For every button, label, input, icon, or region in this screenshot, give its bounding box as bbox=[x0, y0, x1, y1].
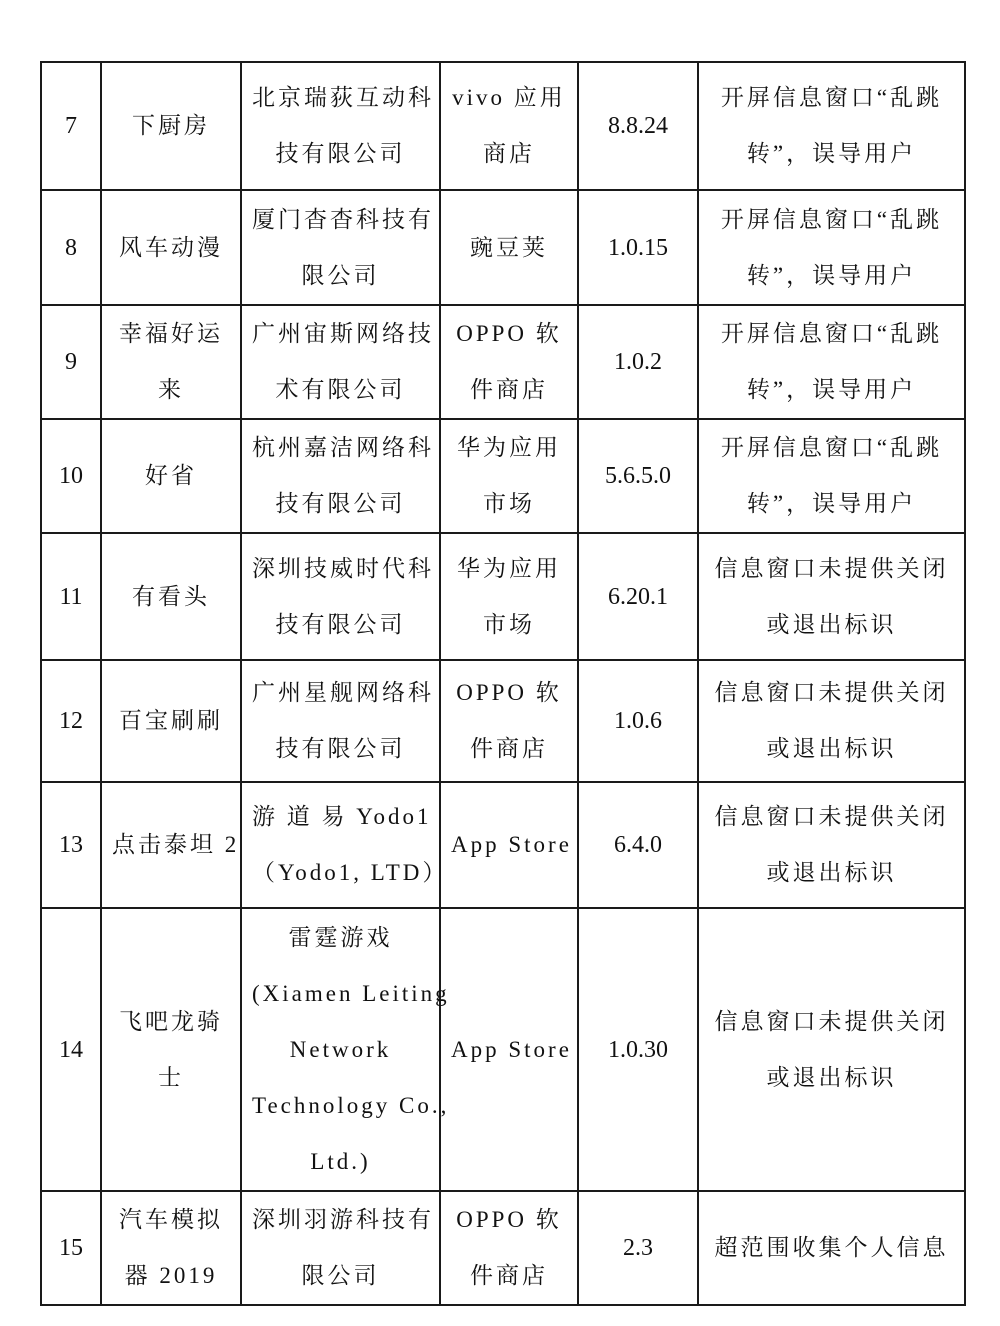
cell-app-name-line: 器 2019 bbox=[124, 1263, 218, 1288]
cell-issue-line: 信息窗口未提供关闭 bbox=[714, 804, 949, 829]
cell-number: 8 bbox=[41, 190, 101, 305]
cell-version: 1.0.2 bbox=[578, 305, 698, 419]
cell-developer bbox=[241, 305, 440, 419]
cell-developer-line: Technology Co., bbox=[252, 1092, 450, 1118]
cell-developer bbox=[241, 908, 450, 1191]
cell-issue-line: 或退出标识 bbox=[766, 611, 897, 637]
cell-developer-line: 深圳技威时代科 bbox=[252, 555, 434, 581]
cell-issue-line: 超范围收集个人信息 bbox=[714, 1235, 949, 1260]
cell-app-store bbox=[440, 782, 578, 908]
cell-app-store-line: 市场 bbox=[483, 611, 535, 637]
table-row bbox=[41, 419, 965, 533]
cell-number: 9 bbox=[41, 305, 101, 419]
cell-issue bbox=[698, 660, 965, 782]
table-body bbox=[41, 62, 965, 1305]
table-row bbox=[41, 782, 965, 908]
cell-version: 1.0.15 bbox=[578, 190, 698, 305]
cell-app-store bbox=[440, 660, 578, 782]
cell-issue bbox=[698, 533, 965, 660]
cell-app-name bbox=[101, 533, 241, 660]
cell-issue-line: 或退出标识 bbox=[766, 860, 897, 885]
cell-app-store bbox=[440, 419, 578, 533]
cell-app-name bbox=[101, 62, 241, 190]
cell-developer-line: Ltd.) bbox=[310, 1148, 371, 1174]
cell-app-store-line: App Store bbox=[451, 832, 572, 857]
cell-version: 1.0.6 bbox=[578, 660, 698, 782]
cell-version: 1.0.30 bbox=[578, 908, 698, 1191]
cell-app-store bbox=[440, 1191, 578, 1305]
cell-app-name bbox=[101, 782, 241, 908]
cell-app-store bbox=[440, 305, 578, 419]
cell-app-store-line: 商店 bbox=[483, 141, 535, 166]
cell-issue-line: 信息窗口未提供关闭 bbox=[714, 555, 949, 581]
cell-app-name bbox=[101, 305, 241, 419]
cell-app-store-line: OPPO 软 bbox=[456, 1207, 562, 1232]
cell-issue-line: 转”，误导用户 bbox=[746, 491, 917, 516]
cell-developer bbox=[241, 782, 449, 908]
cell-version: 5.6.5.0 bbox=[578, 419, 698, 533]
cell-issue-line: 或退出标识 bbox=[766, 736, 897, 761]
cell-developer-line: Network bbox=[289, 1036, 392, 1062]
cell-developer-line: 限公司 bbox=[301, 1263, 380, 1288]
cell-app-store bbox=[440, 533, 578, 660]
cell-app-store-line: App Store bbox=[451, 1036, 572, 1062]
cell-app-name-line: 百宝刷刷 bbox=[119, 708, 223, 733]
cell-developer-line: 技有限公司 bbox=[275, 736, 406, 761]
app-violation-table bbox=[40, 61, 966, 1306]
cell-app-store-line: 件商店 bbox=[470, 1263, 548, 1288]
table-row bbox=[41, 908, 965, 1191]
cell-app-store-line: 市场 bbox=[483, 491, 535, 516]
cell-issue-line: 开屏信息窗口“乱跳 bbox=[720, 85, 943, 110]
cell-app-name bbox=[101, 660, 241, 782]
cell-number: 7 bbox=[41, 62, 101, 190]
cell-developer-line: 技有限公司 bbox=[275, 141, 406, 166]
cell-app-name bbox=[101, 1191, 241, 1305]
cell-issue-line: 开屏信息窗口“乱跳 bbox=[720, 206, 943, 232]
cell-developer-line: 游 道 易 Yodo1 bbox=[252, 804, 432, 829]
cell-version: 6.20.1 bbox=[578, 533, 698, 660]
cell-app-name-line: 好省 bbox=[145, 463, 197, 488]
cell-developer-line: 限公司 bbox=[301, 262, 380, 288]
cell-app-name-line: 点击泰坦 2 bbox=[112, 832, 240, 857]
cell-app-store-line: 华为应用 bbox=[457, 435, 561, 460]
cell-app-store bbox=[440, 190, 578, 305]
cell-number: 15 bbox=[41, 1191, 101, 1305]
table-row bbox=[41, 62, 965, 190]
cell-developer bbox=[241, 62, 440, 190]
cell-issue-line: 信息窗口未提供关闭 bbox=[714, 680, 949, 705]
cell-developer-line: 北京瑞荻互动科 bbox=[252, 85, 434, 110]
cell-app-name-line: 风车动漫 bbox=[119, 234, 223, 260]
cell-app-store-line: vivo 应用 bbox=[452, 85, 566, 110]
cell-issue bbox=[698, 419, 965, 533]
cell-issue-line: 开屏信息窗口“乱跳 bbox=[720, 435, 943, 460]
cell-app-name bbox=[101, 419, 241, 533]
table-row bbox=[41, 660, 965, 782]
cell-app-store-line: 豌豆荚 bbox=[470, 234, 548, 260]
cell-app-name-line: 飞吧龙骑 bbox=[119, 1008, 223, 1034]
cell-app-store-line: 华为应用 bbox=[457, 555, 561, 581]
cell-app-name-line: 士 bbox=[158, 1064, 184, 1090]
cell-developer-line: 厦门杳杳科技有 bbox=[252, 206, 434, 232]
cell-developer-line: 技有限公司 bbox=[275, 611, 406, 637]
cell-developer-line: 广州宙斯网络技 bbox=[252, 321, 434, 346]
cell-developer-line: （Yodo1, LTD） bbox=[252, 860, 449, 885]
cell-number: 11 bbox=[41, 533, 101, 660]
cell-developer bbox=[241, 190, 440, 305]
cell-number: 13 bbox=[41, 782, 101, 908]
cell-app-store-line: OPPO 软 bbox=[456, 321, 562, 346]
table-row bbox=[41, 190, 965, 305]
cell-app-store bbox=[440, 62, 578, 190]
cell-app-name-line: 有看头 bbox=[132, 583, 210, 609]
cell-number: 12 bbox=[41, 660, 101, 782]
cell-app-name-line: 幸福好运 bbox=[119, 321, 223, 346]
cell-number: 10 bbox=[41, 419, 101, 533]
cell-version: 6.4.0 bbox=[578, 782, 698, 908]
cell-app-name-line: 汽车模拟 bbox=[119, 1207, 223, 1232]
cell-app-store-line: 件商店 bbox=[470, 736, 548, 761]
cell-issue-line: 开屏信息窗口“乱跳 bbox=[720, 321, 943, 346]
cell-number: 14 bbox=[41, 908, 101, 1191]
cell-developer-line: 广州星舰网络科 bbox=[252, 680, 434, 705]
cell-issue-line: 转”，误导用户 bbox=[746, 262, 917, 288]
cell-issue-line: 转”，误导用户 bbox=[746, 141, 917, 166]
cell-version: 8.8.24 bbox=[578, 62, 698, 190]
cell-developer-line: 技有限公司 bbox=[275, 491, 406, 516]
cell-issue bbox=[698, 190, 965, 305]
cell-developer bbox=[241, 1191, 440, 1305]
cell-developer bbox=[241, 533, 440, 660]
cell-issue bbox=[698, 1191, 965, 1305]
cell-app-store-line: OPPO 软 bbox=[456, 680, 562, 705]
cell-issue bbox=[698, 62, 965, 190]
cell-developer-line: 深圳羽游科技有 bbox=[252, 1207, 434, 1232]
cell-app-name-line: 来 bbox=[158, 377, 184, 402]
table-row bbox=[41, 533, 965, 660]
cell-developer-line: (Xiamen Leiting bbox=[252, 980, 450, 1006]
table-row bbox=[41, 305, 965, 419]
cell-version: 2.3 bbox=[578, 1191, 698, 1305]
cell-app-name-line: 下厨房 bbox=[132, 113, 210, 138]
cell-developer-line: 杭州嘉洁网络科 bbox=[252, 435, 434, 460]
cell-app-store-line: 件商店 bbox=[470, 377, 548, 402]
cell-issue bbox=[698, 305, 965, 419]
cell-issue-line: 或退出标识 bbox=[766, 1064, 897, 1090]
cell-developer-line: 术有限公司 bbox=[275, 377, 406, 402]
cell-app-name bbox=[101, 908, 241, 1191]
table-row bbox=[41, 1191, 965, 1305]
cell-app-name bbox=[101, 190, 241, 305]
cell-developer bbox=[241, 419, 440, 533]
cell-developer-line: 雷霆游戏 bbox=[288, 924, 393, 950]
cell-app-store bbox=[440, 908, 578, 1191]
cell-issue-line: 转”，误导用户 bbox=[746, 377, 917, 402]
cell-issue bbox=[698, 782, 965, 908]
cell-issue bbox=[698, 908, 965, 1191]
cell-issue-line: 信息窗口未提供关闭 bbox=[714, 1008, 949, 1034]
cell-developer bbox=[241, 660, 440, 782]
